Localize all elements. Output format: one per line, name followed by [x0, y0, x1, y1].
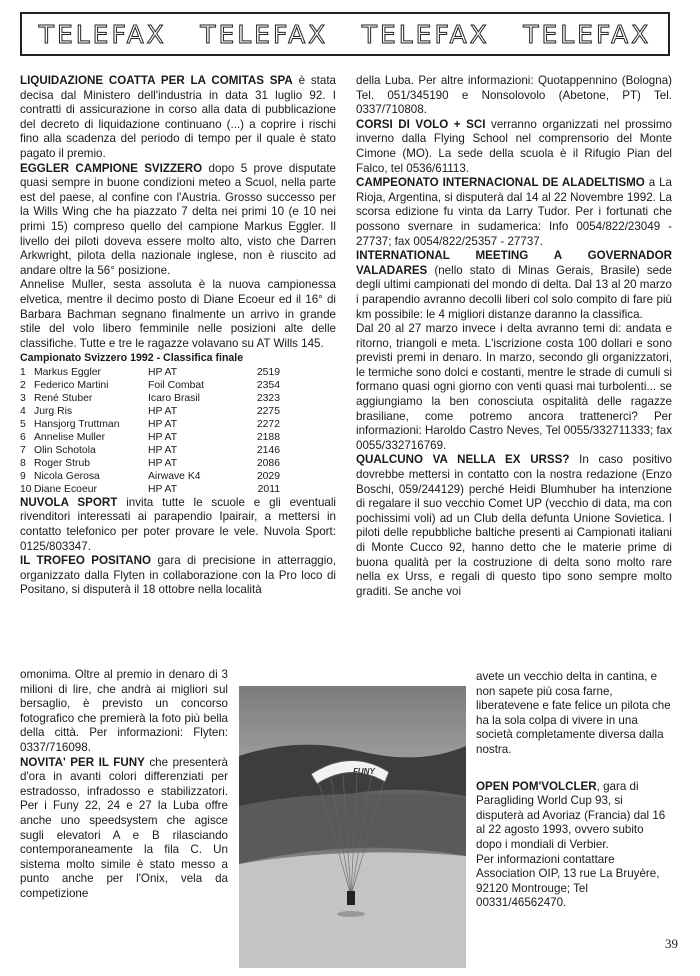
- article-urss-cont: avete un vecchio delta in cantina, e non sapete più cosa farne, liberatevene e fate felice un pilota che ha la sola colpa di vivere in una società completamente diversa dalla nostra.: [476, 670, 671, 756]
- results-cell: HP AT: [148, 366, 178, 378]
- results-cell: Federico Martini: [34, 379, 109, 391]
- results-cell: 2354: [256, 379, 280, 391]
- telefax-banner: [20, 12, 670, 56]
- results-cell: HP AT: [148, 431, 178, 443]
- paraglider-illustration: [239, 686, 466, 968]
- results-cell: Nicola Gerosa: [34, 470, 100, 482]
- results-row: [20, 379, 282, 392]
- results-cell: 2086: [256, 457, 280, 469]
- canopy-text: FUNY: [353, 767, 375, 776]
- article-comitas: LIQUIDAZIONE COATTA PER LA COMITAS SPA è stata decisa dal Ministero dell'industria in data 31 luglio 92. I contratti di assicurazione in corso alla data di pubblicazione del decreto di liquidazione continuano (...) a coprire i rischi fino alla scadenza del periodo di tempo per il quale è stato pagato il premio.: [20, 74, 337, 160]
- article-pomvolcler-cont: Per informazioni contattare Association OIP, 13 rue La Bruyère, 92120 Montrouge; Tel 00331/46562470.: [476, 852, 660, 910]
- left-column-lower: [20, 668, 228, 902]
- results-cell: 9: [20, 470, 26, 482]
- results-row: [20, 405, 282, 418]
- results-row: [20, 457, 282, 470]
- results-cell: Foil Combat: [148, 379, 205, 391]
- results-cell: HP AT: [148, 444, 178, 456]
- results-cell: Diane Ecoeur: [34, 483, 97, 495]
- banner-word: TELEFAX: [200, 19, 329, 49]
- article-urss: QUALCUNO VA NELLA EX URSS? In caso positivo dovrebbe mettersi in contatto con la nostra redazione (Enzo Boschi, 059/244129) perché Heidi Blumhuber ha intenzione di regalare il suo vecchio Comet UP (vecchio di data, ma con pochissimi voli) ad un Club della defunta Unione Sovietica. I piloti delle repubbliche baltiche presenti ai Campionati italiani di Monte Cucco 92, hanno detto che le materie prime di buona qualità per la costruzione di delta sono molto rare nella ex Urss, e regali di questo tipo sono sempre molto graditi. Se anche voi: [356, 453, 672, 598]
- article-nuvola: NUVOLA SPORT invita tutte le scuole e gli eventuali rivenditori interessati ai parapendio Ipairair, a mettersi in contatto telefonico per poter provare le vele. Nuvola Sport: 0125/803347.: [20, 495, 336, 553]
- results-row: [20, 418, 282, 431]
- results-row: [20, 444, 282, 457]
- article-aladeltismo: CAMPEONATO INTERNACIONAL DE ALADELTISMO a La Rioja, Argentina, si disputerà dal 14 al 22 Novembre 1992. La scorsa edizione fu vinta da Larry Tudor. Per i fortunati che possono svernare in sudamerica: Info 0054/822/23049 - 27737; fax 0054/822/25357 - 27737.: [356, 176, 672, 248]
- results-cell: René Stuber: [34, 392, 93, 404]
- results-cell: HP AT: [148, 418, 178, 430]
- article-corsi: CORSI DI VOLO + SCI verranno organizzati nel prossimo inverno dalla Flying School nel comprensorio del Monte Cimone (MO). La sede della scuola è il Rifugio Pian del Falco, tel 0536/61113.: [356, 117, 672, 175]
- article-positano: IL TROFEO POSITANO gara di precisione in atterraggio, organizzato dalla Flyten in collaborazione con la Pro loco di Positano, si disputerà il 18 ottobre nella località: [20, 554, 337, 597]
- results-cell: 5: [20, 418, 26, 430]
- results-caption: Campionato Svizzero 1992 - Classifica finale: [20, 352, 244, 365]
- results-cell: Airwave K4: [148, 470, 201, 482]
- results-cell: 2275: [256, 405, 280, 417]
- results-cell: 2: [20, 379, 26, 391]
- results-cell: Icaro Brasil: [148, 392, 200, 404]
- results-cell: Olin Schotola: [34, 444, 96, 456]
- results-cell: 4: [20, 405, 26, 417]
- results-cell: 7: [20, 444, 26, 456]
- left-column: [20, 74, 336, 598]
- results-cell: 6: [20, 431, 26, 443]
- results-row: [20, 431, 282, 444]
- results-cell: Markus Eggler: [34, 366, 101, 378]
- results-cell: 2323: [256, 392, 280, 404]
- results-table: [20, 366, 282, 496]
- article-luba-cont: della Luba. Per altre informazioni: Quotappennino (Bologna) Tel. 051/345190 e Nonsolovolo (Abetone, PT) Tel. 0337/710808.: [356, 74, 672, 117]
- results-cell: 1: [20, 366, 26, 378]
- results-cell: Roger Strub: [34, 457, 91, 469]
- results-cell: Annelise Muller: [34, 431, 106, 443]
- paraglider-photo: [239, 686, 466, 968]
- page-number: 39: [665, 936, 678, 951]
- results-cell: 2011: [257, 483, 280, 495]
- right-column-lower: [476, 670, 672, 911]
- results-cell: HP AT: [148, 405, 178, 417]
- article-positano-cont: omonima. Oltre al premio in denaro di 3 milioni di lire, che andrà ai migliori sul bersaglio, è previsto un concorso fotografico che premierà la foto più bella della città. Per informazioni: Flyten: 0337/716098.: [20, 668, 228, 754]
- results-cell: 10: [20, 483, 32, 495]
- results-cell: Hansjorg Truttman: [34, 418, 120, 430]
- article-pomvolcler: OPEN POM'VOLCLER, gara di Paragliding World Cup 93, si disputerà ad Avoriaz (Francia) dal 16 al 22 agosto 1993, ovvero subito dopo i mondiali di Verbier.: [476, 779, 666, 851]
- results-row: [20, 366, 282, 379]
- results-cell: HP AT: [148, 457, 178, 469]
- results-cell: Jurg Ris: [34, 405, 73, 417]
- article-valadares-cont: Dal 20 al 27 marzo invece i delta avranno temi di: andata e ritorno, triangoli e meta. L'iscrizione costa 100 dollari e sono previsti premi in denaro. In marzo, secondo gli organizzatori, le termiche sono dolci e costanti, mentre le strade di cumuli si formano quasi ogni giorno con venti quasi mai turbolenti... se aggiungiamo la ben conosciuta ospitalità delle ragazze brasiliane, come potremo ancora trattenerci? Per informazioni: Haroldo Castro Neves, Tel 0055/332711333; fax 0055/332716769.: [356, 322, 672, 452]
- article-eggler: EGGLER CAMPIONE SVIZZERO dopo 5 prove disputate quasi sempre in buone condizioni meteo a Scuol, nella parte est del paese, al confine con l'Austria. Grosso successo per la Wills Wing che ha piazzato 7 delta nei primi 10 (e 10 nei primi 15) compreso quello del campione Markus Eggler. Il livello dei piloti doveva essere molto alto, visto che Darren Arkwright, pilota della nazionale inglese, non è riuscito ad andare oltre la 56° posizione.: [20, 161, 336, 277]
- results-cell: 3: [20, 392, 26, 404]
- article-valadares: INTERNATIONAL MEETING A GOVERNADOR VALADARES (nello stato di Minas Gerais, Brasile) sede degli ultimi campionati del mondo di delta. Dal 13 al 20 marzo i parapendio avranno decolli liberi col solo compito di fare più km possibile: le 4 migliori distanze daranno la classifica.: [356, 249, 672, 321]
- banner-word: TELEFAX: [523, 19, 652, 49]
- results-row: [20, 483, 282, 496]
- banner-word: TELEFAX: [361, 19, 490, 49]
- results-cell: 2188: [256, 431, 280, 443]
- results-cell: 2029: [256, 470, 280, 482]
- results-cell: 2519: [256, 366, 280, 378]
- right-column: [356, 74, 672, 599]
- results-cell: HP AT: [148, 483, 178, 495]
- results-row: [20, 470, 282, 483]
- banner-word: TELEFAX: [38, 19, 167, 49]
- article-eggler-cont: Annelise Muller, sesta assoluta è la nuova campionessa elvetica, mentre il decimo posto di Diane Ecoeur ed il 16° di Barbara Bachman segnano finalmente un arrivo in grande stile del volo libero femminile nelle posizioni alte delle classifiche. Tutte e tre le ragazze volavano su AT Wills 145.: [20, 278, 336, 350]
- results-cell: 8: [20, 457, 26, 469]
- results-cell: 2146: [256, 444, 280, 456]
- results-row: [20, 392, 282, 405]
- article-funy: NOVITA' PER IL FUNY che presenterà d'ora in avanti colori differenziati per estradosso, infradosso e stabilizzatori. Per i Funy 22, 24 e 27 la Luba offre anche uno speedsystem che agisce sugli elevatori A e B rilasciando contemporaneamente la fila C. Un sistema molto simile è stato messo a punto anche per l'Onix, vela da competizione: [20, 755, 229, 900]
- results-cell: 2272: [256, 418, 280, 430]
